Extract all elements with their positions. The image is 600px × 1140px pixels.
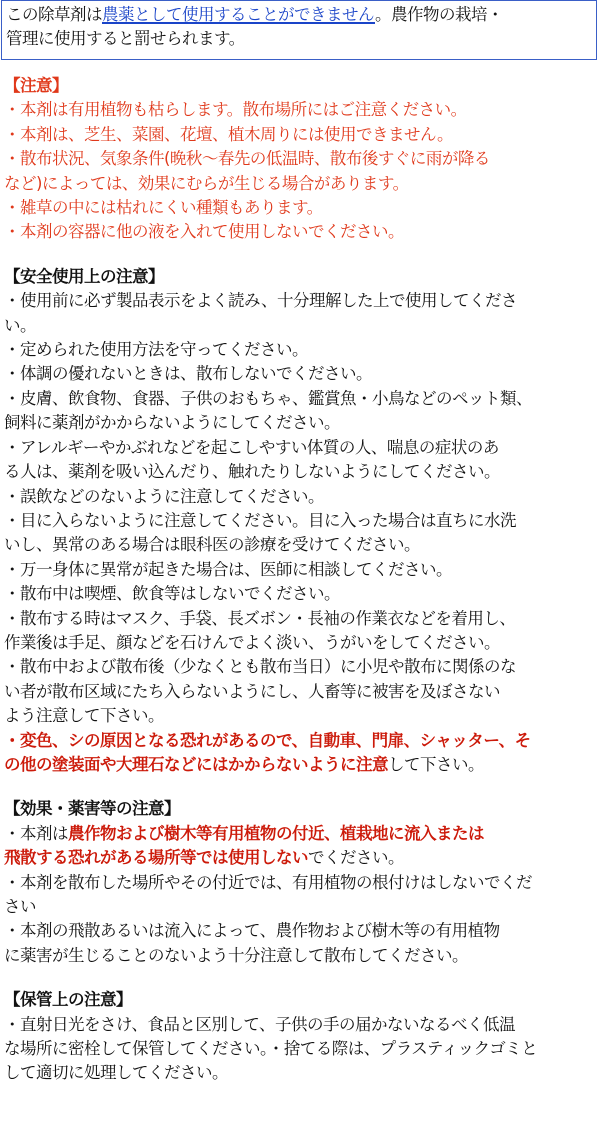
banner-line-2: 管理に使用すると罰せられます。	[6, 29, 245, 49]
safety-heading: 【安全使用上の注意】	[4, 266, 164, 286]
storage-line: な場所に密栓して保管してください。・捨てる際は、プラスティックゴミと	[4, 1039, 538, 1059]
safety-red-warning: ・変色、シの原因となる恐れがあるので、自動車、門扉、シャッター、そ	[4, 730, 531, 750]
safety-line: ・万一身体に異常が起きた場合は、医師に相談してください。	[4, 559, 452, 579]
safety-line: ・散布する時はマスク、手袋、長ズボン・長袖の作業衣などを着用し、	[4, 608, 516, 628]
safety-line: ・使用前に必ず製品表示をよく読み、十分理解した上で使用してくださ	[4, 291, 517, 311]
safety-line: ・散布中は喫煙、飲食等はしないでください。	[4, 584, 340, 604]
plain-text: して下さい。	[388, 754, 484, 774]
safety-line: よう注意して下さい。	[4, 706, 164, 726]
caution-heading: 【注意】	[4, 76, 68, 95]
safety-line: 飼料に薬剤がかからないようにしてください。	[4, 413, 340, 433]
caution-section	[0, 74, 600, 245]
effect-line	[4, 846, 596, 870]
safety-line: る人は、薬剤を吸い込んだり、触れたりしないようにしてください。	[4, 462, 500, 482]
banner-text: この除草剤は	[6, 5, 102, 24]
safety-section	[0, 265, 600, 778]
safety-line: ・目に入らないように注意してください。目に入った場合は直ちに水洗	[4, 510, 516, 530]
storage-heading: 【保管上の注意】	[4, 990, 132, 1010]
banner-highlight: 農薬として使用することができません	[102, 5, 375, 24]
safety-line: ・散布中および散布後（少なくとも散布当日）に小児や散布に関係のな	[4, 657, 516, 677]
banner-text: 。農作物の栽培・	[375, 5, 503, 24]
effect-section	[0, 797, 600, 968]
safety-line: 作業後は手足、顔などを石けんでよく淡い、うがいをしてください。	[4, 632, 500, 652]
safety-line: ・定められた使用方法を守ってください。	[4, 340, 308, 360]
red-text: の他の塗装面や大理石などにはかからないように注意	[4, 754, 388, 774]
safety-line: い。	[4, 315, 36, 335]
storage-section	[0, 988, 600, 1086]
caution-line: ・本剤は、芝生、菜園、花壇、植木周りには使用できません。	[4, 124, 453, 144]
effect-line: に薬害が生じることのないよう十分注意して散布してください。	[4, 945, 468, 965]
plain-text: でください。	[308, 848, 404, 868]
safety-red-warning-2	[4, 753, 596, 777]
red-text: 飛散する恐れがある場所等では使用しない	[4, 848, 308, 868]
safety-line: い者が散布区域にたち入らないようにし、人畜等に被害を及ぼさない	[4, 681, 500, 701]
caution-line: ・本剤は有用植物も枯らします。散布場所にはご注意ください。	[4, 100, 467, 120]
effect-line: さい	[4, 897, 36, 916]
safety-line: ・アレルギーやかぶれなどを起こしやすい体質の人、喘息の症状のあ	[4, 437, 499, 457]
effect-heading: 【効果・薬害等の注意】	[4, 799, 180, 819]
storage-line: して適切に処理してください。	[4, 1063, 228, 1083]
safety-line: いし、異常のある場合は眼科医の診療を受けてください。	[4, 535, 420, 555]
banner-line-1	[6, 3, 592, 27]
caution-line: ・散布状況、気象条件(晩秋～春先の低温時、散布後すぐに雨が降る	[4, 149, 490, 169]
safety-line: ・誤飲などのないように注意してください。	[4, 486, 324, 506]
red-text: 農作物および樹木等有用植物の付近、植栽地に流入または	[68, 823, 484, 843]
effect-line: ・本剤を散布した場所やその付近では、有用植物の根付けはしないでくだ	[4, 872, 532, 892]
effect-line	[4, 822, 596, 846]
pesticide-warning-banner	[1, 0, 597, 60]
safety-line: ・体調の優れないときは、散布しないでください。	[4, 364, 372, 384]
caution-line: ・本剤の容器に他の液を入れて使用しないでください。	[4, 222, 404, 242]
caution-line: ・雑草の中には枯れにくい種類もあります。	[4, 198, 323, 218]
effect-line: ・本剤の飛散あるいは流入によって、農作物および樹木等の有用植物	[4, 921, 500, 941]
plain-text: ・本剤は	[4, 823, 68, 843]
caution-line: など)によっては、効果にむらが生じる場合があります。	[4, 173, 409, 193]
safety-line: ・皮膚、飲食物、食器、子供のおもちゃ、鑑賞魚・小鳥などのペット類、	[4, 388, 532, 408]
storage-line: ・直射日光をさけ、食品と区別して、子供の手の届かないなるべく低温	[4, 1014, 516, 1034]
